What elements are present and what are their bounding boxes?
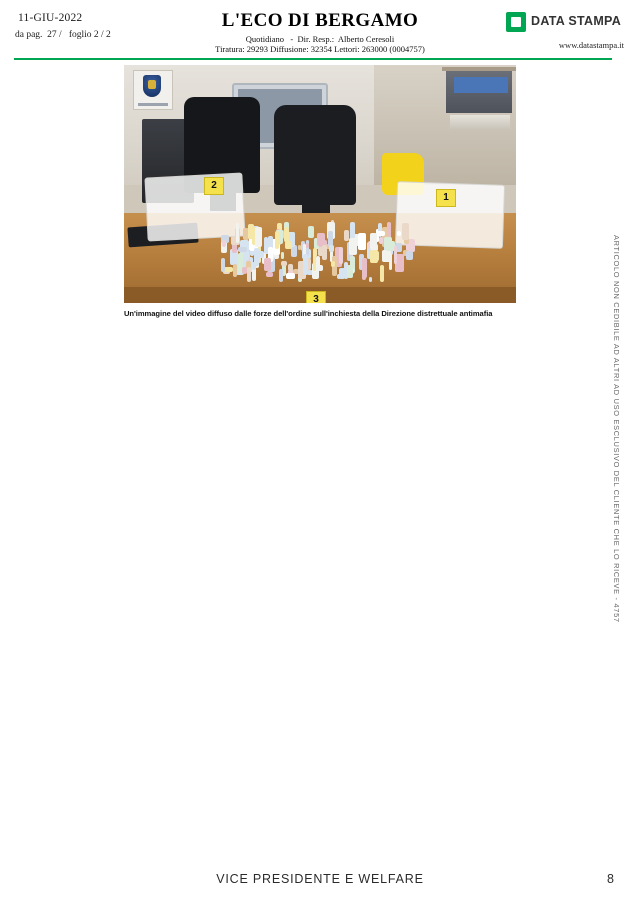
photo-seized-item (281, 252, 284, 259)
photo-seized-item (221, 258, 226, 273)
photo-office-chair-right (274, 105, 356, 205)
article-photo (124, 65, 516, 303)
photo-marker-2: 2 (204, 177, 224, 195)
photo-seized-item (284, 227, 289, 241)
photo-seized-item (286, 273, 295, 279)
photo-seized-item (288, 264, 293, 271)
footer-page-number: 8 (607, 872, 614, 886)
photo-seized-item (238, 247, 247, 252)
logo-text: DATA STAMPA (531, 14, 622, 28)
police-crest-poster-icon (133, 70, 173, 110)
photo-seized-item (394, 246, 398, 264)
logo-square-icon (506, 12, 526, 32)
photo-seized-item (382, 250, 391, 262)
photo-seized-item (279, 269, 283, 282)
photo-seized-item (379, 237, 383, 244)
photo-seized-item (344, 230, 349, 242)
photo-caption: Un'immagine del video diffuso dalle forze dell'ordine sull'inchiesta della Direzione distrettuale antimafia (124, 309, 493, 318)
photo-seized-item (236, 223, 240, 244)
photo-seized-item (318, 265, 323, 271)
photo-seized-item (339, 268, 346, 279)
photo-marker-3: 3 (306, 291, 326, 303)
side-note (612, 235, 626, 655)
photo-seized-item (266, 272, 273, 277)
photo-seized-item (264, 258, 271, 272)
photo-seized-item (380, 265, 384, 282)
photo-seized-item (331, 261, 335, 268)
photo-seized-item (275, 231, 279, 249)
photo-seized-item (308, 226, 314, 238)
publication-date: 11-GIU-2022 (18, 12, 83, 24)
photo-papers (450, 115, 510, 129)
footer-section-title: VICE PRESIDENTE E WELFARE (216, 872, 424, 886)
photo-seized-item (329, 245, 335, 252)
photo-seized-item (377, 231, 386, 237)
photo-seized-item (339, 247, 343, 264)
photo-marker-1: 1 (436, 189, 456, 207)
photo-blue-folder (454, 77, 508, 93)
poster-text-line (138, 103, 168, 106)
photo-seized-item (285, 241, 293, 249)
photo-seized-item (248, 224, 254, 239)
photo-seized-item (349, 238, 357, 255)
photo-seized-item (303, 254, 308, 274)
photo-seized-item (347, 265, 353, 279)
photo-seized-item (370, 250, 378, 263)
photo-seized-item (358, 233, 365, 250)
masthead-title: L'ECO DI BERGAMO (221, 10, 419, 31)
photo-seized-item (384, 237, 391, 248)
photo-seized-item (322, 245, 327, 260)
photo-seized-item (255, 227, 262, 247)
photo-seized-items-pile (220, 213, 416, 283)
photo-seized-item (369, 277, 373, 282)
photo-seized-item (387, 222, 391, 237)
logo-url: www.datastampa.it (558, 40, 624, 50)
photo-seized-item (406, 251, 413, 260)
photo-seized-item (402, 223, 409, 240)
photo-seized-item (233, 264, 238, 277)
page-reference: da pag. 27 / foglio 2 / 2 (15, 30, 111, 40)
photo-seized-item (247, 267, 252, 282)
photo-seized-item (281, 261, 287, 266)
photo-seized-item (255, 251, 264, 259)
photo-seized-item (362, 258, 367, 278)
photo-seized-item (397, 231, 401, 237)
photo-seized-item (222, 240, 226, 247)
photo-seized-item (252, 262, 256, 269)
photo-seized-item (313, 254, 316, 271)
side-note-text: ARTICOLO NON CEDIBILE AD ALTRI AD USO ESCLUSIVO DEL CLIENTE CHE LO RICEVE - 4757 (612, 235, 621, 623)
circulation-info: Tiratura: 29293 Diffusione: 32354 Lettori: 263000 (0004757) (215, 44, 425, 54)
header-divider (14, 58, 612, 60)
publication-info: Quotidiano - Dir. Resp.: Alberto Ceresoli (245, 34, 395, 44)
photo-seized-item (370, 233, 378, 250)
data-stampa-logo (506, 12, 624, 34)
page-header (14, 10, 626, 58)
crest-shape-icon (143, 75, 161, 97)
